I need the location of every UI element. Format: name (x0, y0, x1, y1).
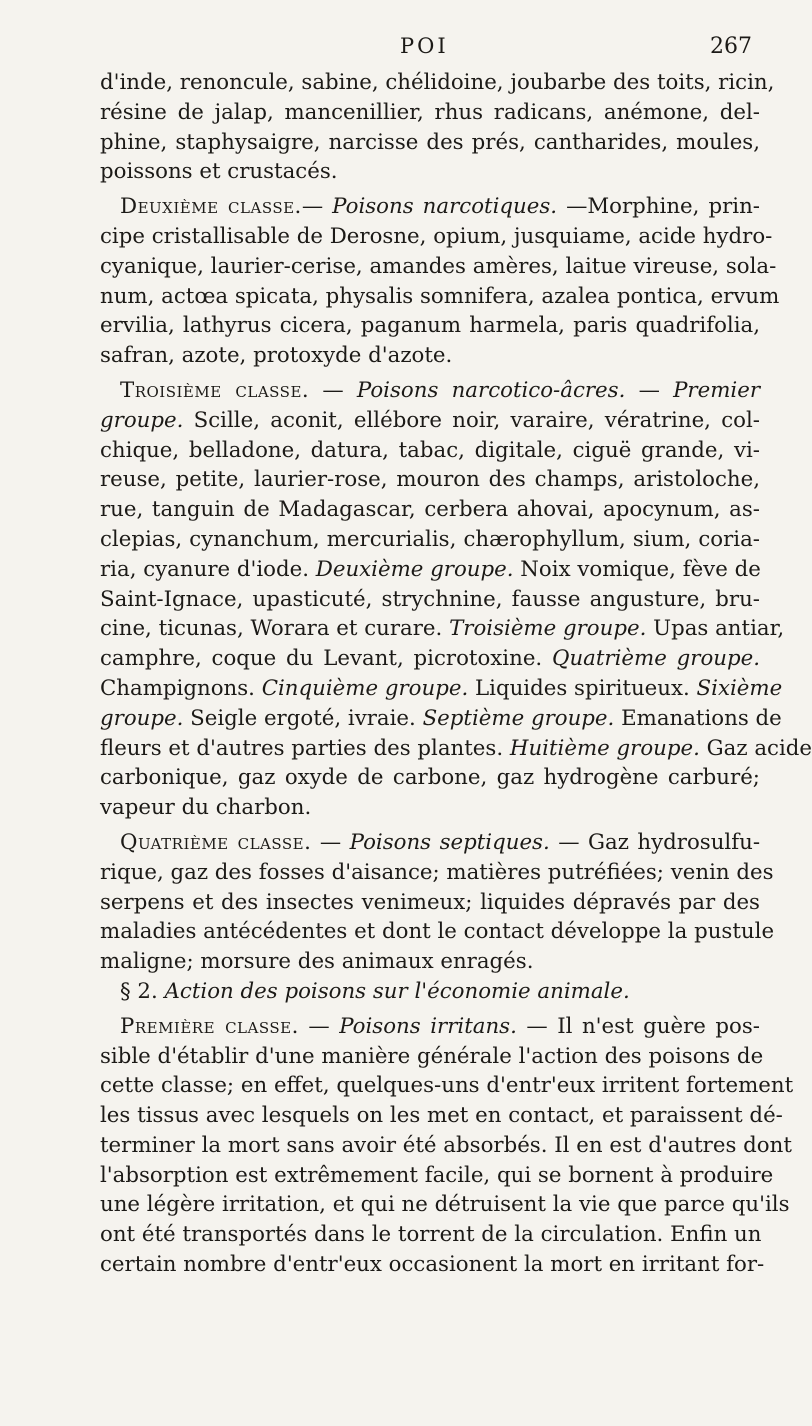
text-line: l'absorption est extrêmement facile, qui se bornent à produire (100, 1162, 774, 1188)
text-line: cette classe; en effet, quelques-uns d'entr'eux irritent fortement (100, 1073, 794, 1099)
text-fragment: Liquides spiritueux. (468, 675, 697, 701)
class-heading: Première classe. (120, 1013, 299, 1039)
text-line (100, 828, 760, 858)
text-line: maladies antécédentes et dont le contact développe la pustule (100, 919, 775, 945)
text-fragment: camphre, coque du Levant, picrotoxine. (100, 646, 552, 672)
class-heading: Troisième classe. (120, 377, 310, 403)
group-heading: Huitième groupe. (509, 735, 700, 761)
text-line: clepias, cynanchum, mercurialis, chærophyllum, sium, coria- (100, 526, 760, 552)
text-line: cipe cristallisable de Derosne, opium, jusquiame, acide hydro- (100, 223, 773, 249)
text-fragment: Emanations de (614, 705, 782, 731)
paragraph (100, 1012, 794, 1280)
group-heading: groupe. (100, 407, 184, 433)
text-line: une légère irritation, et qui ne détruisent la vie que parce qu'ils (100, 1192, 790, 1218)
text-line (100, 644, 760, 674)
class-title: Poisons irritans. (339, 1013, 517, 1039)
text-line (100, 1012, 760, 1042)
class-title: Poisons septiques. (349, 829, 550, 855)
text-fragment: Scille, aconit, ellébore noir, varaire, vératrine, col- (183, 407, 760, 433)
text-line: rique, gaz des fosses d'aisance; matières putréfiées; venin des (100, 859, 774, 885)
section-number: § 2. (120, 978, 158, 1004)
class-heading: Quatrième classe. (120, 829, 312, 855)
text-line: maligne; morsure des animaux enragés. (100, 949, 534, 975)
text-fragment: Champignons. (100, 675, 262, 701)
group-heading: Cinquième groupe. (261, 675, 469, 701)
text-fragment: Upas antiar, (646, 616, 785, 642)
group-heading: Septième groupe. (422, 705, 615, 731)
group-heading: Quatrième groupe. (552, 646, 760, 672)
text-line: sible d'établir d'une manière générale l'action des poisons de (100, 1043, 764, 1069)
section-title: Action des poisons sur l'économie animale. (164, 978, 630, 1004)
text-line: carbonique, gaz oxyde de carbone, gaz hydrogène carburé; (100, 765, 760, 791)
dash: — (298, 1013, 340, 1039)
text-line: Saint-Ignace, upasticuté, strychnine, fausse angusture, bru- (100, 586, 760, 612)
text-line: certain nombre d'entr'eux occasionent la mort en irritant for- (100, 1252, 765, 1278)
text-line: cyanique, laurier-cerise, amandes amères, laitue vireuse, sola- (100, 253, 777, 279)
text-fragment: ria, cyanure d'iode. (100, 556, 316, 582)
class-heading: Deuxième classe. (120, 194, 302, 220)
dash: — (309, 377, 357, 403)
text-line: ont été transportés dans le torrent de la circulation. Enfin un (100, 1222, 762, 1248)
text-line (100, 406, 760, 436)
class-title: Poisons narcotico-âcres. (356, 377, 626, 403)
text-line: les tissus avec lesquels on les met en contact, et paraissent dé- (100, 1103, 783, 1129)
text-line (100, 555, 760, 585)
group-heading: Troisième groupe. (449, 616, 647, 642)
section-heading (100, 977, 760, 1007)
text-line: safran, azote, protoxyde d'azote. (100, 343, 453, 369)
text-fragment: Noix vomique, fève de (513, 556, 761, 582)
text-fragment: Gaz acide (699, 735, 812, 761)
text-fragment: Seigle ergoté, ivraie. (183, 705, 423, 731)
group-heading: Sixième (696, 675, 783, 701)
text-fragment: — Gaz hydrosulfu- (549, 829, 761, 855)
dash: — (625, 377, 674, 403)
text-fragment: cine, ticunas, Worara et curare. (100, 616, 450, 642)
text-line: rue, tanguin de Madagascar, cerbera ahovai, apocynum, as- (100, 497, 760, 523)
text-line: résine de jalap, mancenillier, rhus radicans, anémone, del- (100, 99, 760, 125)
text-line: chique, belladone, datura, tabac, digitale, ciguë grande, vi- (100, 437, 760, 463)
text-line: vapeur du charbon. (100, 795, 312, 821)
text-line (100, 674, 783, 704)
paragraph (100, 828, 775, 977)
body-text (100, 68, 812, 1280)
text-line: phine, staphysaigre, narcisse des prés, cantharides, moules, (100, 129, 760, 155)
text-line (100, 704, 782, 734)
text-line (100, 734, 812, 764)
group-heading: Deuxième groupe. (315, 556, 514, 582)
text-line (100, 192, 760, 222)
text-fragment: — Il n'est guère pos- (516, 1013, 760, 1039)
dash: — (311, 829, 350, 855)
group-heading: Premier (673, 377, 760, 403)
text-line: terminer la mort sans avoir été absorbés. Il en est d'autres dont (100, 1132, 792, 1158)
text-line (100, 614, 785, 644)
text-line: ervilia, lathyrus cicera, paganum harmela, paris quadrifolia, (100, 313, 760, 339)
page-number: 267 (710, 34, 752, 59)
class-title: Poisons narcotiques. (332, 194, 558, 220)
text-line: d'inde, renoncule, sabine, chélidoine, joubarbe des toits, ricin, (100, 70, 775, 95)
text-line: reuse, petite, laurier-rose, mouron des champs, aristoloche, (100, 467, 760, 493)
text-line: serpens et des insectes venimeux; liquides dépravés par des (100, 889, 760, 915)
running-head (100, 30, 762, 66)
text-line: num, actœa spicata, physalis somnifera, azalea pontica, ervum (100, 283, 780, 309)
group-heading: groupe. (100, 705, 184, 731)
text-fragment: fleurs et d'autres parties des plantes. (100, 735, 510, 761)
text-fragment: —Morphine, prin- (566, 194, 760, 220)
paragraph (100, 192, 780, 371)
running-title: POI (400, 34, 449, 58)
paragraph (100, 376, 812, 823)
dash: — (301, 194, 324, 220)
text-line: poissons et crustacés. (100, 159, 338, 185)
paragraph (100, 68, 775, 187)
text-line (100, 376, 760, 406)
